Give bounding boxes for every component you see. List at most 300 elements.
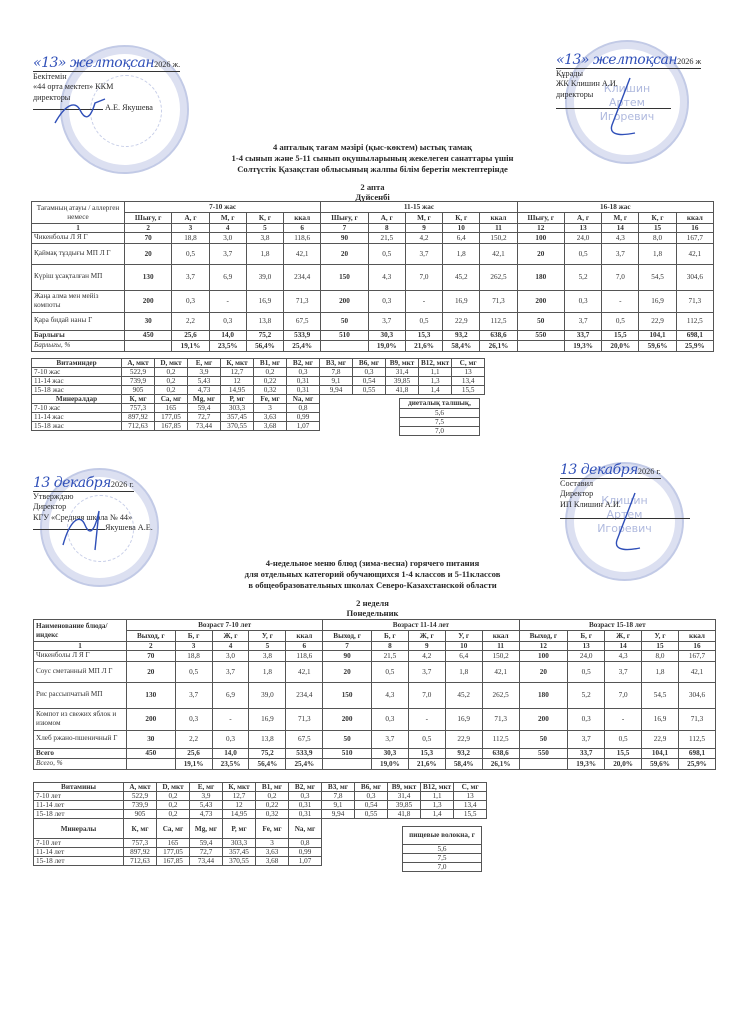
official-stamp-right: Клишин Артем Игоревич <box>565 462 684 581</box>
nutrient-value: 20 <box>323 661 372 682</box>
nutrient-value: 54,5 <box>639 264 676 290</box>
column-header: ккал <box>678 631 715 642</box>
column-header: К, г <box>443 213 480 224</box>
column-number: 9 <box>408 642 445 651</box>
vitamin-value: 0,31 <box>289 810 322 819</box>
dish-name: Хлеб ржано-пшеничный Г <box>34 730 127 748</box>
dish-row <box>34 661 716 682</box>
vitamin-row <box>34 801 487 810</box>
fiber-row <box>403 854 482 863</box>
mineral-value: 72,7 <box>188 413 221 422</box>
column-header: Ж, г <box>605 631 642 642</box>
mineral-value: 3,68 <box>256 857 289 866</box>
vitamin-column-header: А, мкт <box>122 359 155 368</box>
nutrient-value: 18,8 <box>175 651 212 662</box>
dish-row <box>32 243 714 264</box>
column-number: 7 <box>323 642 372 651</box>
percent-value: 19,0% <box>368 341 405 352</box>
approval-date: «13» желтоқсан2026 ж. <box>33 55 181 71</box>
dish-name: Жаңа алма мен мейіз компоты <box>32 290 125 312</box>
nutrient-value: 54,5 <box>642 682 679 708</box>
age-label: 15-18 лет <box>34 810 124 819</box>
total-value: 15,3 <box>408 748 445 759</box>
vitamin-value: 0,2 <box>155 377 188 386</box>
vitamin-value: 31,4 <box>386 368 419 377</box>
column-number: 11 <box>482 642 519 651</box>
vitamin-column-header: В9, мкт <box>388 783 421 792</box>
nutrient-value: 67,5 <box>284 312 321 330</box>
nutrient-value: 8,0 <box>639 233 676 244</box>
nutrient-value: 42,1 <box>286 661 323 682</box>
age-group-header: 16-18 жас <box>517 202 713 213</box>
total-value: 33,7 <box>568 748 605 759</box>
nutrient-value: 3,8 <box>246 233 283 244</box>
approval-line1: Утверждаю <box>33 491 74 501</box>
nutrient-value: 24,0 <box>564 233 601 244</box>
header-row-age <box>32 202 714 213</box>
nutrient-value: 16,9 <box>642 708 679 730</box>
vitamin-value: 12,7 <box>223 792 256 801</box>
day-label: Дүйсенбі <box>355 192 390 202</box>
total-value: 104,1 <box>639 330 676 341</box>
vitamin-value: 3,9 <box>188 368 221 377</box>
nutrient-value: 1,8 <box>443 243 480 264</box>
column-header: У, г <box>642 631 679 642</box>
nutrient-value: 0,5 <box>605 730 642 748</box>
vitamin-value: 1,4 <box>419 386 452 395</box>
vitamin-column-header: К, мкт <box>221 359 254 368</box>
percent-value: 20,0% <box>605 759 642 770</box>
nutrient-value: 0,3 <box>172 290 209 312</box>
nutrient-value: 200 <box>125 290 172 312</box>
vitamin-column-header: В6, мг <box>355 783 388 792</box>
dish-row <box>32 233 714 244</box>
column-number: 5 <box>246 224 283 233</box>
nutrient-value: - <box>408 708 445 730</box>
vitamin-value: 0,3 <box>355 792 388 801</box>
vitamin-column-header: В2, мг <box>289 783 322 792</box>
column-header: А, г <box>172 213 209 224</box>
nutrient-value: 100 <box>517 233 564 244</box>
column-header: Б, г <box>371 631 408 642</box>
doc-title: 4 апталық тағам мәзірі (қыс-көктем) ыстық тамақ 1-4 сынып және 5-11 сынып оқушыларының жекелеген санаттары үшін Солтүстік Қазақстан облысының жалпы білім беретін мектептерінде 2 апта Дүйсенбі <box>0 142 745 203</box>
mineral-value: 3,63 <box>254 413 287 422</box>
nutrient-value: 0,3 <box>209 312 246 330</box>
column-number: 4 <box>209 224 246 233</box>
column-header: М, г <box>602 213 639 224</box>
nutrient-value: 0,5 <box>172 243 209 264</box>
nutrient-value: 20 <box>125 243 172 264</box>
total-value: 533,9 <box>284 330 321 341</box>
mineral-column-header: К, мг <box>122 395 155 404</box>
total-value: 15,5 <box>605 748 642 759</box>
nutrient-value: 0,5 <box>368 243 405 264</box>
fiber-table <box>402 826 482 872</box>
vitamin-column-header: D, мкт <box>155 359 188 368</box>
nutrient-value: 167,7 <box>678 651 715 662</box>
column-header: У, г <box>445 631 482 642</box>
nutrient-value: 0,3 <box>368 290 405 312</box>
vitamin-value: 13 <box>452 368 485 377</box>
nutrient-value: 16,9 <box>443 290 480 312</box>
nutrient-value: 42,1 <box>480 243 517 264</box>
age-label: 11-14 жас <box>32 413 122 422</box>
vitamin-value: 9,94 <box>322 810 355 819</box>
mineral-column-header: К, мг <box>124 819 157 839</box>
age-group-header: Возраст 7-10 лет <box>127 620 323 631</box>
nutrient-value: 0,3 <box>568 708 605 730</box>
mineral-value: 1,07 <box>289 857 322 866</box>
fiber-row <box>403 845 482 854</box>
header-row-age <box>34 620 716 631</box>
nutrient-value: 150,2 <box>482 651 519 662</box>
vitamins-header-row <box>32 359 485 368</box>
percent-row <box>34 759 716 770</box>
mineral-column-header: Fe, мг <box>254 395 287 404</box>
nutrient-value: 0,5 <box>405 312 442 330</box>
vitamin-column-header: В12, мкт <box>421 783 454 792</box>
total-value: 104,1 <box>642 748 679 759</box>
signature-left <box>55 505 115 555</box>
fiber-value: 7,0 <box>400 427 480 436</box>
column-number: 16 <box>676 224 713 233</box>
total-value: 638,6 <box>480 330 517 341</box>
nutrient-value: 4,3 <box>602 233 639 244</box>
column-header: К, г <box>246 213 283 224</box>
nutrient-value: 20 <box>519 661 568 682</box>
nutrient-value: 3,7 <box>408 661 445 682</box>
nutrient-value: 42,1 <box>284 243 321 264</box>
nutrient-value: - <box>212 708 249 730</box>
nutrient-value: 70 <box>127 651 176 662</box>
vitamin-value: 0,32 <box>254 386 287 395</box>
nutrient-value: 150 <box>321 264 368 290</box>
approval-line3: ИП Клишин А.И. <box>560 499 621 509</box>
vitamin-row <box>32 377 485 386</box>
nutrient-value: 0,3 <box>175 708 212 730</box>
column-header: К, г <box>639 213 676 224</box>
signature-right <box>600 75 640 145</box>
vitamin-column-header: В9, мкт <box>386 359 419 368</box>
mineral-value: 0,99 <box>287 413 320 422</box>
nutrient-value: - <box>209 290 246 312</box>
dish-name-header: Тағамның атауы / аллерген немесе <box>32 202 125 224</box>
nutrient-value: 45,2 <box>443 264 480 290</box>
column-number: 10 <box>443 224 480 233</box>
vitamin-value: 13 <box>454 792 487 801</box>
nutrient-value: 3,7 <box>172 264 209 290</box>
percent-value: 19,3% <box>568 759 605 770</box>
vitamin-row <box>32 386 485 395</box>
approval-signer: А.Е. Якушева <box>105 103 153 112</box>
mineral-value: 357,45 <box>223 848 256 857</box>
nutrient-value: 200 <box>517 290 564 312</box>
vitamin-column-header: С, мг <box>454 783 487 792</box>
nutrient-value: 1,8 <box>639 243 676 264</box>
total-value: 698,1 <box>678 748 715 759</box>
vitamin-value: 1,3 <box>421 801 454 810</box>
nutrient-value: 4,3 <box>368 264 405 290</box>
nutrient-value: 200 <box>519 708 568 730</box>
percent-value: 23,5% <box>209 341 246 352</box>
column-number: 12 <box>517 224 564 233</box>
column-number: 3 <box>172 224 209 233</box>
mineral-value: 0,99 <box>289 848 322 857</box>
mineral-value: 0,8 <box>289 839 322 848</box>
total-value: 698,1 <box>676 330 713 341</box>
mineral-value: 1,07 <box>287 422 320 431</box>
approval-line1: Құрады <box>556 68 583 78</box>
nutrient-value: 20 <box>517 243 564 264</box>
vitamin-column-header: Е, мг <box>190 783 223 792</box>
mineral-value: 303,3 <box>221 404 254 413</box>
mineral-value: 712,63 <box>124 857 157 866</box>
doc-title: 4-недельное меню блюд (зима-весна) горячего питания для отдельных категорий обучающихся 1-4 классов и 5-11классов в общеобразовательных школах Северо-Казахстанской области 2 неделя Понедельник <box>0 558 745 619</box>
percent-value: 59,6% <box>642 759 679 770</box>
nutrient-value: 200 <box>323 708 372 730</box>
nutrient-value: 30 <box>127 730 176 748</box>
vitamin-value: 12,7 <box>221 368 254 377</box>
vitamin-value: 15,5 <box>454 810 487 819</box>
nutrient-value: 262,5 <box>482 682 519 708</box>
fiber-table <box>399 398 480 436</box>
nutrient-value: 20 <box>321 243 368 264</box>
vitamin-column-header: В12, мкт <box>419 359 452 368</box>
column-number: 8 <box>368 224 405 233</box>
nutrient-value: 3,7 <box>568 730 605 748</box>
nutrient-value: 3,8 <box>249 651 286 662</box>
vitamin-value: 39,85 <box>388 801 421 810</box>
nutrient-value: 3,7 <box>368 312 405 330</box>
approval-line1: Составил <box>560 478 594 488</box>
percent-value: 23,5% <box>212 759 249 770</box>
mineral-value: 0,8 <box>287 404 320 413</box>
nutrient-value: 1,8 <box>445 661 482 682</box>
mineral-value: 73,44 <box>188 422 221 431</box>
dish-name: Соус сметанный МП Л Г <box>34 661 127 682</box>
nutrient-value: 3,0 <box>212 651 249 662</box>
vitamin-value: 41,8 <box>388 810 421 819</box>
vitamin-value: 12 <box>223 801 256 810</box>
nutrient-value: 90 <box>323 651 372 662</box>
total-value: 14,0 <box>212 748 249 759</box>
nutrient-value: 16,9 <box>249 708 286 730</box>
vitamin-value: 5,43 <box>188 377 221 386</box>
nutrient-value: 130 <box>127 682 176 708</box>
column-numbers-row <box>34 642 716 651</box>
vitamin-value: 0,54 <box>353 377 386 386</box>
nutrient-value: 0,5 <box>175 661 212 682</box>
approval-line2: «44 орта мектеп» ККМ <box>33 82 114 91</box>
nutrient-value: 4,3 <box>605 651 642 662</box>
vitamin-value: 0,2 <box>157 801 190 810</box>
column-number: 15 <box>642 642 679 651</box>
fiber-header-row <box>403 827 482 845</box>
approval-line2: Директор <box>33 502 67 511</box>
vitamin-value: 13,4 <box>454 801 487 810</box>
vitamin-value: 1,1 <box>421 792 454 801</box>
percent-value: 19,1% <box>175 759 212 770</box>
nutrient-value: 150 <box>323 682 372 708</box>
menu-table <box>31 201 714 352</box>
column-header: Ж, г <box>212 631 249 642</box>
fiber-value: 7,0 <box>403 863 482 872</box>
column-number: 12 <box>519 642 568 651</box>
nutrient-value: 22,9 <box>639 312 676 330</box>
age-label: 7-10 лет <box>34 792 124 801</box>
nutrient-value: 21,5 <box>368 233 405 244</box>
approval-line2: ЖК Клишин А.И. <box>556 79 618 88</box>
percent-value: 20,0% <box>602 341 639 352</box>
approval-line1: Бекітемін <box>33 71 67 81</box>
vitamin-value: 12 <box>221 377 254 386</box>
total-value: 638,6 <box>482 748 519 759</box>
percent-value <box>125 341 172 352</box>
column-header: ккал <box>676 213 713 224</box>
vitamin-value: 522,9 <box>124 792 157 801</box>
column-header: Шығу, г <box>125 213 172 224</box>
mineral-value: 757,3 <box>124 839 157 848</box>
nutrient-value: 5,2 <box>568 682 605 708</box>
vitamin-column-header: В2, мг <box>287 359 320 368</box>
mineral-value: 59,4 <box>188 404 221 413</box>
dish-name: Чикенболы Л Я Г <box>32 233 125 244</box>
total-value: 75,2 <box>246 330 283 341</box>
total-value: 93,2 <box>443 330 480 341</box>
approval-line3: директоры <box>33 92 71 102</box>
nutrient-value: 22,9 <box>443 312 480 330</box>
nutrient-value: 7,0 <box>408 682 445 708</box>
nutrient-value: 50 <box>519 730 568 748</box>
fiber-row <box>400 409 480 418</box>
vitamin-value: 0,55 <box>353 386 386 395</box>
nutrient-value: 1,8 <box>249 661 286 682</box>
column-numbers-row <box>32 224 714 233</box>
vitamin-value: 1,3 <box>419 377 452 386</box>
fiber-row <box>403 863 482 872</box>
week-label: 2 апта <box>360 182 385 192</box>
mineral-value: 897,92 <box>122 413 155 422</box>
nutrient-value: 118,6 <box>284 233 321 244</box>
mineral-value: 370,55 <box>221 422 254 431</box>
column-number: 4 <box>212 642 249 651</box>
mineral-value: 177,05 <box>155 413 188 422</box>
total-value: 15,5 <box>602 330 639 341</box>
nutrient-value: 112,5 <box>482 730 519 748</box>
mineral-value: 303,3 <box>223 839 256 848</box>
minerals-header: Минералы <box>34 819 124 839</box>
total-value: 30,3 <box>368 330 405 341</box>
total-value: 550 <box>519 748 568 759</box>
vitamin-value: 7,8 <box>320 368 353 377</box>
nutrient-value: 39,0 <box>246 264 283 290</box>
column-number: 11 <box>480 224 517 233</box>
nutrient-value: 90 <box>321 233 368 244</box>
vitamin-value: 31,4 <box>388 792 421 801</box>
column-header: М, г <box>209 213 246 224</box>
mineral-value: 757,3 <box>122 404 155 413</box>
nutrient-value: 30 <box>125 312 172 330</box>
nutrient-value: 4,3 <box>371 682 408 708</box>
age-label: 15-18 жас <box>32 386 122 395</box>
vitamin-value: 14,95 <box>223 810 256 819</box>
column-number: 2 <box>125 224 172 233</box>
dish-name: Қара бидай наны Г <box>32 312 125 330</box>
column-number: 3 <box>175 642 212 651</box>
vitamin-value: 15,5 <box>452 386 485 395</box>
mineral-value: 177,05 <box>157 848 190 857</box>
nutrient-value: 2,2 <box>172 312 209 330</box>
percent-value: 19,3% <box>564 341 601 352</box>
mineral-column-header: Са, мг <box>157 819 190 839</box>
column-header: У, г <box>249 631 286 642</box>
mineral-value: 357,45 <box>221 413 254 422</box>
vitamin-value: 0,2 <box>157 810 190 819</box>
signature-right <box>605 490 645 560</box>
mineral-value: 370,55 <box>223 857 256 866</box>
mineral-column-header: Mg, мг <box>188 395 221 404</box>
nutrient-value: 0,3 <box>564 290 601 312</box>
day-label: Понедельник <box>346 608 399 618</box>
nutrient-value: 1,8 <box>642 661 679 682</box>
nutrient-value: 50 <box>323 730 372 748</box>
nutrient-value: 2,2 <box>175 730 212 748</box>
fiber-value: 5,6 <box>403 845 482 854</box>
nutrient-value: 304,6 <box>678 682 715 708</box>
vitamin-value: 4,73 <box>190 810 223 819</box>
mineral-value: 3 <box>254 404 287 413</box>
dish-name: Қаймақ тұздығы МП Л Г <box>32 243 125 264</box>
vitamin-value: 0,55 <box>355 810 388 819</box>
nutrient-value: 0,5 <box>564 243 601 264</box>
vitamin-column-header: В1, мг <box>256 783 289 792</box>
age-label: 7-10 лет <box>34 839 124 848</box>
nutrient-value: - <box>602 290 639 312</box>
vitamin-value: 0,3 <box>353 368 386 377</box>
mineral-value: 712,63 <box>122 422 155 431</box>
age-label: 15-18 жас <box>32 422 122 431</box>
nutrient-value: 1,8 <box>246 243 283 264</box>
column-number: 5 <box>249 642 286 651</box>
percent-value: 25,4% <box>286 759 323 770</box>
percent-value: 19,0% <box>371 759 408 770</box>
age-group-header: Возраст 11-14 лет <box>323 620 519 631</box>
column-number: 6 <box>284 224 321 233</box>
vitamin-value: 39,85 <box>386 377 419 386</box>
column-number: 2 <box>127 642 176 651</box>
vitamins-header-row <box>34 783 487 792</box>
nutrient-value: 6,9 <box>212 682 249 708</box>
vitamin-value: 41,8 <box>386 386 419 395</box>
nutrient-value: 3,7 <box>405 243 442 264</box>
nutrient-value: 0,5 <box>371 661 408 682</box>
column-header: Б, г <box>175 631 212 642</box>
vitamin-column-header: В1, мг <box>254 359 287 368</box>
column-number: 14 <box>605 642 642 651</box>
dish-row <box>32 264 714 290</box>
mineral-value: 3 <box>256 839 289 848</box>
vitamin-value: 0,2 <box>256 792 289 801</box>
nutrient-value: 0,5 <box>602 312 639 330</box>
total-value: 14,0 <box>209 330 246 341</box>
dish-row <box>34 708 716 730</box>
vitamin-value: 0,2 <box>157 792 190 801</box>
total-value: 25,6 <box>172 330 209 341</box>
vitamin-column-header: В6, мг <box>353 359 386 368</box>
total-value: 550 <box>517 330 564 341</box>
nutrient-value: 167,7 <box>676 233 713 244</box>
age-group-header: 11-15 жас <box>321 202 517 213</box>
